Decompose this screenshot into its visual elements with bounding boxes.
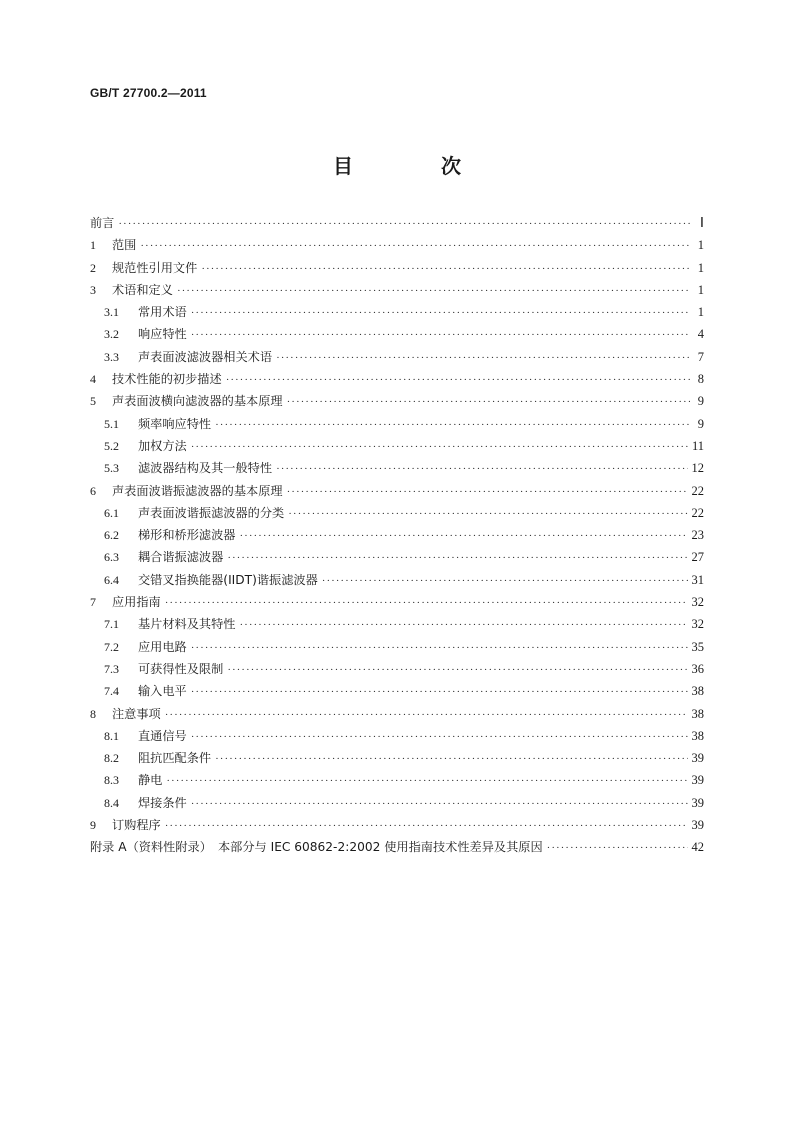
toc-entry-page: 1 xyxy=(697,238,704,253)
toc-leader-dots xyxy=(215,753,687,765)
toc-entry-title: 注意事项 xyxy=(112,706,161,721)
toc-leader-dots xyxy=(276,463,687,475)
toc-entry-number: 3 xyxy=(90,282,96,297)
toc-leader-dots xyxy=(287,486,688,498)
toc-entry[interactable] xyxy=(90,771,704,793)
toc-entry-page: 11 xyxy=(691,438,704,453)
toc-leader-dots xyxy=(191,798,688,810)
toc-entry-page: 7 xyxy=(697,349,704,364)
toc-entry-page: 31 xyxy=(691,572,704,587)
toc-entry-number: 5.2 xyxy=(104,438,119,453)
toc-leader-dots xyxy=(547,842,688,854)
toc-entry[interactable] xyxy=(90,437,704,459)
toc-entry-page: 9 xyxy=(697,416,704,431)
toc-entry-number: 7.1 xyxy=(104,617,119,632)
toc-entry[interactable] xyxy=(90,749,704,771)
toc-entry-page: 38 xyxy=(691,706,704,721)
toc-entry[interactable] xyxy=(90,281,704,303)
toc-entry[interactable] xyxy=(90,392,704,414)
toc-entry-title: 输入电平 xyxy=(138,684,187,699)
toc-entry-number: 3.1 xyxy=(104,305,119,320)
toc-entry[interactable] xyxy=(90,571,704,593)
toc-leader-dots xyxy=(166,775,687,787)
toc-entry-page: 27 xyxy=(691,550,704,565)
toc-entry-number: 8.4 xyxy=(104,795,119,810)
table-of-contents xyxy=(90,214,704,861)
toc-leader-dots xyxy=(240,619,688,631)
toc-entry-title: 应用电路 xyxy=(138,639,187,654)
toc-entry-title: 焊接条件 xyxy=(138,795,187,810)
toc-entry[interactable] xyxy=(90,526,704,548)
toc-entry-page: 1 xyxy=(697,305,704,320)
toc-entry[interactable] xyxy=(90,727,704,749)
toc-entry-number: 5.1 xyxy=(104,416,119,431)
toc-leader-dots xyxy=(226,374,690,386)
toc-leader-dots xyxy=(140,240,690,252)
toc-entry-number: 6.2 xyxy=(104,528,119,543)
toc-entry[interactable] xyxy=(90,816,704,838)
toc-entry-title: 声表面波谐振滤波器的基本原理 xyxy=(112,483,283,498)
toc-entry-page: 9 xyxy=(697,394,704,409)
toc-entry-page: 39 xyxy=(691,795,704,810)
toc-entry-number: 8.2 xyxy=(104,751,119,766)
toc-entry[interactable] xyxy=(90,348,704,370)
toc-entry-page: 1 xyxy=(697,260,704,275)
toc-entry[interactable] xyxy=(90,259,704,281)
toc-entry-title: 前言 xyxy=(90,216,115,230)
toc-entry-number: 8 xyxy=(90,706,96,721)
toc-entry-page: 1 xyxy=(697,282,704,297)
toc-entry-number: 8.3 xyxy=(104,773,119,788)
toc-entry[interactable] xyxy=(90,838,704,860)
toc-entry-title: 静电 xyxy=(138,773,163,788)
toc-entry-number: 6 xyxy=(90,483,96,498)
toc-entry-number: 2 xyxy=(90,260,96,275)
toc-entry[interactable] xyxy=(90,794,704,816)
toc-leader-dots xyxy=(177,285,690,297)
toc-entry[interactable] xyxy=(90,504,704,526)
toc-leader-dots xyxy=(322,575,688,587)
toc-entry-title: 订购程序 xyxy=(112,818,161,833)
toc-entry-number: 7.4 xyxy=(104,684,119,699)
toc-entry-page: 32 xyxy=(691,617,704,632)
toc-leader-dots xyxy=(165,709,688,721)
toc-entry-page: 22 xyxy=(691,483,704,498)
toc-leader-dots xyxy=(191,731,688,743)
standard-code: GB/T 27700.2—2011 xyxy=(90,86,207,100)
toc-entry-title: 声表面波横向滤波器的基本原理 xyxy=(112,394,283,409)
toc-entry-number: 3.3 xyxy=(104,349,119,364)
toc-entry-page: 8 xyxy=(697,372,704,387)
toc-entry[interactable] xyxy=(90,615,704,637)
toc-entry[interactable] xyxy=(90,325,704,347)
toc-entry[interactable] xyxy=(90,370,704,392)
toc-entry-number: 5 xyxy=(90,394,96,409)
toc-leader-dots xyxy=(191,307,690,319)
toc-leader-dots xyxy=(201,263,690,275)
toc-entry-number: 7.2 xyxy=(104,639,119,654)
toc-leader-dots xyxy=(191,441,688,453)
toc-entry-title: 应用指南 xyxy=(112,595,161,610)
toc-entry-page: 39 xyxy=(691,773,704,788)
toc-entry-title: 滤波器结构及其一般特性 xyxy=(138,461,273,476)
toc-entry-page: 23 xyxy=(691,528,704,543)
toc-entry-number: 9 xyxy=(90,818,96,833)
toc-entry[interactable] xyxy=(90,214,704,236)
toc-entry[interactable] xyxy=(90,482,704,504)
toc-entry-page: 22 xyxy=(691,505,704,520)
toc-entry[interactable] xyxy=(90,459,704,481)
toc-entry-title: 直通信号 xyxy=(138,728,187,743)
toc-entry-number: 3.2 xyxy=(104,327,119,342)
toc-entry-number: 6.1 xyxy=(104,505,119,520)
toc-entry-number: 7 xyxy=(90,595,96,610)
toc-leader-dots xyxy=(191,686,688,698)
toc-entry-number: 5.3 xyxy=(104,461,119,476)
toc-entry-title: 规范性引用文件 xyxy=(112,260,198,275)
toc-leader-dots xyxy=(165,820,688,832)
toc-entry-title: 基片材料及其特性 xyxy=(138,617,236,632)
toc-entry-page: 12 xyxy=(691,461,704,476)
toc-leader-dots xyxy=(191,329,690,341)
toc-entry-page: 4 xyxy=(697,327,704,342)
toc-entry-page: 35 xyxy=(691,639,704,654)
toc-entry-title: 术语和定义 xyxy=(112,282,173,297)
toc-entry-title: 可获得性及限制 xyxy=(138,661,224,676)
toc-entry-page: 39 xyxy=(691,751,704,766)
toc-entry-title: 频率响应特性 xyxy=(138,416,212,431)
toc-leader-dots xyxy=(191,642,688,654)
toc-entry-number: 6.4 xyxy=(104,572,119,587)
toc-leader-dots xyxy=(118,218,690,230)
page-title: 目 次 xyxy=(333,154,495,178)
toc-entry-title: 范围 xyxy=(112,238,137,253)
toc-leader-dots xyxy=(227,664,687,676)
toc-entry-page: 42 xyxy=(691,840,704,855)
toc-entry[interactable] xyxy=(90,593,704,615)
toc-entry-title: 耦合谐振滤波器 xyxy=(138,550,224,565)
toc-entry-number: 8.1 xyxy=(104,728,119,743)
toc-entry-page: 38 xyxy=(691,728,704,743)
toc-entry[interactable] xyxy=(90,303,704,325)
toc-entry-page: Ⅰ xyxy=(699,216,704,231)
toc-entry-number: 7.3 xyxy=(104,661,119,676)
toc-entry[interactable] xyxy=(90,548,704,570)
toc-entry-title: 常用术语 xyxy=(138,305,187,320)
toc-leader-dots xyxy=(276,352,690,364)
toc-leader-dots xyxy=(165,597,688,609)
toc-leader-dots xyxy=(215,419,690,431)
toc-entry[interactable] xyxy=(90,660,704,682)
toc-entry[interactable] xyxy=(90,638,704,660)
toc-entry-title: 阻抗匹配条件 xyxy=(138,751,212,766)
toc-entry-title: 加权方法 xyxy=(138,438,187,453)
toc-entry-title: 交错叉指换能器(IIDT)谐振滤波器 xyxy=(138,572,318,587)
toc-entry-title: 声表面波谐振滤波器的分类 xyxy=(138,505,285,520)
toc-entry[interactable] xyxy=(90,415,704,437)
toc-entry-page: 38 xyxy=(691,684,704,699)
toc-entry-title: 附录 A（资料性附录） 本部分与 IEC 60862-2:2002 使用指南技术性差异及其原因 xyxy=(90,840,543,855)
toc-entry-number: 1 xyxy=(90,238,96,253)
toc-entry[interactable] xyxy=(90,682,704,704)
toc-entry-page: 39 xyxy=(691,818,704,833)
toc-entry-number: 6.3 xyxy=(104,550,119,565)
toc-leader-dots xyxy=(227,552,687,564)
toc-entry-title: 技术性能的初步描述 xyxy=(112,372,222,387)
toc-entry-title: 声表面波滤波器相关术语 xyxy=(138,349,273,364)
toc-entry-title: 梯形和桥形滤波器 xyxy=(138,528,236,543)
toc-entry-number: 4 xyxy=(90,372,96,387)
toc-entry-page: 36 xyxy=(691,661,704,676)
toc-entry[interactable] xyxy=(90,705,704,727)
toc-entry[interactable] xyxy=(90,236,704,258)
toc-leader-dots xyxy=(287,396,690,408)
toc-leader-dots xyxy=(288,508,687,520)
toc-entry-page: 32 xyxy=(691,595,704,610)
toc-leader-dots xyxy=(240,530,688,542)
toc-entry-title: 响应特性 xyxy=(138,327,187,342)
